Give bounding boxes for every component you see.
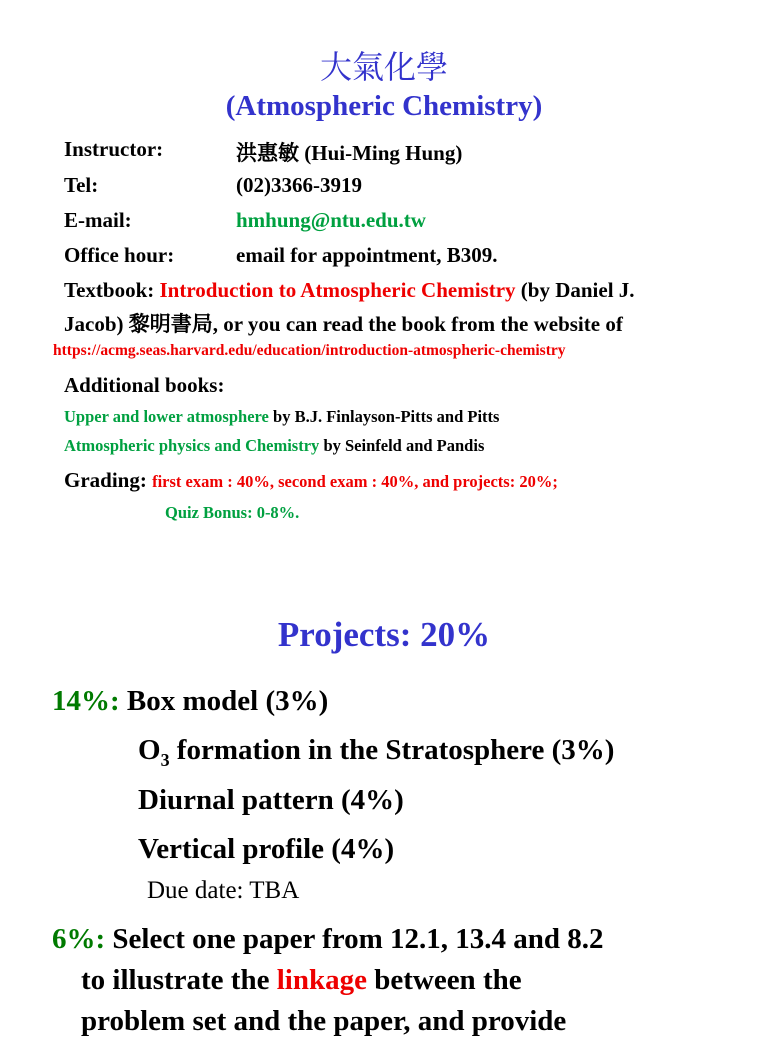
project-paper-text: Select one paper from 12.1, 13.4 and 8.2	[112, 923, 604, 955]
book-author: by Seinfeld and Pandis	[323, 436, 485, 455]
page-title-chinese: 大氣化學	[319, 49, 448, 85]
o3-subscript: 3	[160, 749, 170, 770]
textbook-author-start: (by Daniel J.	[520, 278, 635, 302]
o3-prefix: O	[138, 734, 161, 766]
project-item-o3-formation	[138, 734, 614, 771]
textbook-title: Introduction to Atmospheric Chemistry	[159, 278, 516, 302]
project-group-percent: 6%:	[52, 923, 106, 955]
email-link[interactable]: hmhung@ntu.edu.tw	[236, 208, 426, 232]
paper-text-a: to illustrate the	[81, 964, 277, 996]
additional-books-heading: Additional books:	[64, 373, 225, 397]
textbook-website-link[interactable]: https://acmg.seas.harvard.edu/education/introduction-atmospheric-chemistry	[53, 342, 566, 359]
book-title: Atmospheric physics and Chemistry	[64, 436, 320, 455]
tel-value: (02)3366-3919	[236, 173, 362, 197]
quiz-bonus: Quiz Bonus: 0-8%.	[165, 503, 300, 522]
project-item-diurnal: Diurnal pattern (4%)	[138, 784, 404, 816]
project-paper-line-2	[81, 964, 522, 997]
page-title-english: (Atmospheric Chemistry)	[225, 90, 543, 122]
book-title: Upper and lower atmosphere	[64, 407, 269, 426]
textbook-line-2: Jacob) 黎明書局, or you can read the book from the website of	[64, 312, 623, 336]
email-label: E-mail:	[64, 208, 132, 232]
project-paper-line-3: problem set and the paper, and provide	[81, 1005, 567, 1037]
due-date: Due date: TBA	[147, 877, 300, 904]
project-item-label: Box model (3%)	[126, 685, 329, 717]
tel-label: Tel:	[64, 173, 99, 197]
instructor-value: 洪惠敏 (Hui-Ming Hung)	[236, 141, 463, 165]
o3-rest: formation in the Stratosphere (3%)	[169, 734, 615, 766]
linkage-highlight: linkage	[276, 964, 367, 996]
instructor-label: Instructor:	[64, 137, 164, 161]
project-group-percent: 14%:	[52, 685, 120, 717]
textbook-line	[64, 278, 635, 303]
project-item-box-model	[52, 685, 328, 718]
project-item-vertical: Vertical profile (4%)	[138, 833, 395, 865]
office-hour-label: Office hour:	[64, 243, 175, 267]
project-paper-line-1	[52, 923, 604, 956]
textbook-label: Textbook:	[64, 278, 155, 302]
additional-book-item	[64, 436, 484, 456]
office-hour-value: email for appointment, B309.	[236, 243, 498, 267]
grading-label: Grading:	[64, 468, 147, 492]
additional-book-item	[64, 407, 499, 427]
book-author: by B.J. Finlayson-Pitts and Pitts	[273, 407, 500, 426]
grading-detail: first exam : 40%, second exam : 40%, and projects: 20%;	[152, 472, 558, 491]
grading-line	[64, 468, 558, 493]
projects-heading: Projects: 20%	[277, 615, 491, 654]
paper-text-b: between the	[366, 964, 522, 996]
